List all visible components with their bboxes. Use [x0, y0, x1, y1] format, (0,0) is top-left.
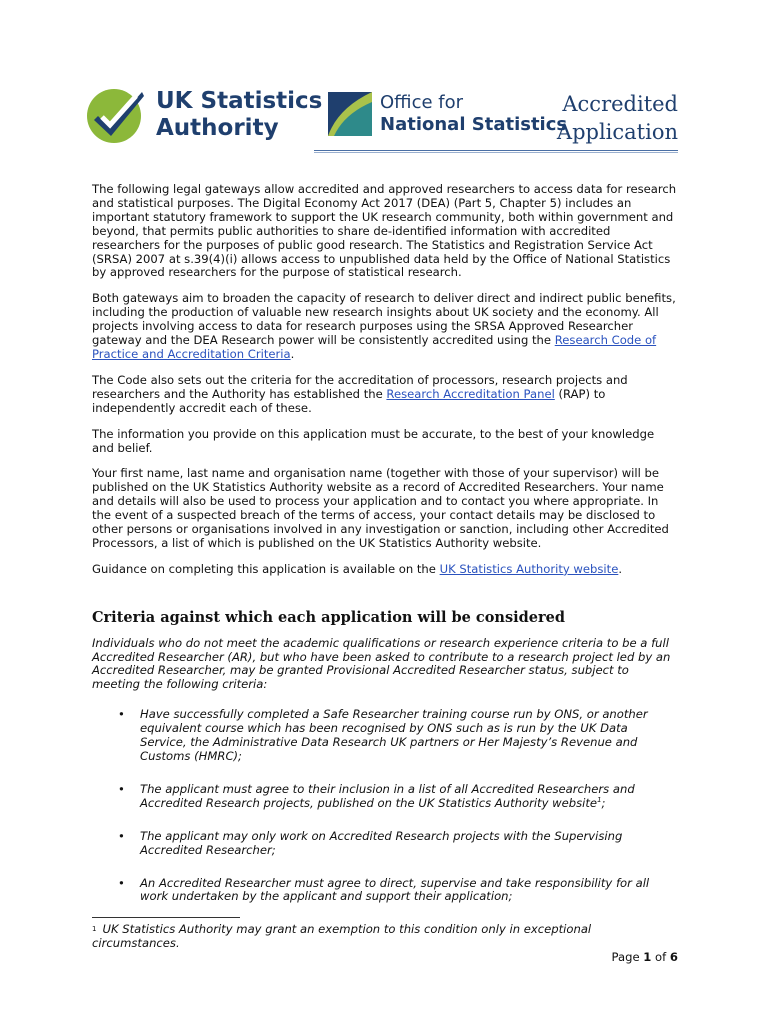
- criteria-item-text: The applicant must agree to their inclusion in a list of all Accredited Researchers and Accredited Research projects, published on the UK Statistics Authority website: [140, 781, 635, 810]
- ons-line2-text: National Statistics: [380, 114, 568, 135]
- criteria-item-text: The applicant may only work on Accredited Research projects with the Supervising Accredited Researcher;: [140, 828, 623, 857]
- uksa-line1: UK Statistics: [156, 88, 323, 114]
- page-current: 1: [643, 950, 652, 964]
- paragraph-code-criteria: [92, 374, 677, 416]
- document-title: [552, 90, 678, 146]
- p6-end: .: [618, 561, 623, 576]
- document-header: [0, 0, 770, 160]
- p2-text: Both gateways aim to broaden the capacity of research to deliver direct and indirect public benefits, including the production of valuable new research insights about UK society and the economy. All projects involving access to data for research purposes using the SRSA Approved Researcher gateway and the DEA Research power will be consistently accredited using the: [92, 291, 676, 348]
- criteria-item: [92, 830, 677, 858]
- title-line1: Accredited: [562, 92, 678, 116]
- uksa-logo: [84, 84, 323, 150]
- p3-end: (RAP) to independently accredit each of these.: [92, 386, 606, 415]
- p2-end: .: [290, 346, 295, 361]
- ons-emblem-icon: [328, 92, 372, 136]
- research-code-link[interactable]: Research Code of Practice and Accreditation Criteria: [92, 333, 657, 361]
- ons-line2: [380, 114, 567, 136]
- title-rule-secondary: [314, 152, 678, 153]
- p6-text: Guidance on completing this application is available on the: [92, 561, 440, 576]
- uksa-line2: Authority: [156, 115, 279, 141]
- bullet-icon: •: [118, 875, 125, 890]
- criteria-item-text: Have successfully completed a Safe Researcher training course run by ONS, or another equivalent course which has been recognised by ONS such as is run by the UK Data Service, the Administrative Data Research UK partners or Her Majesty’s Revenue and Customs (HMRC);: [140, 707, 648, 763]
- criteria-list: [92, 708, 677, 904]
- bullet-icon: •: [118, 781, 125, 796]
- uksa-website-link[interactable]: UK Statistics Authority website: [439, 561, 619, 576]
- criteria-item: [92, 783, 677, 811]
- title-rule: [314, 150, 678, 151]
- footnote-number: 1: [92, 925, 97, 933]
- bullet-icon: •: [118, 707, 125, 722]
- paragraph-legal-gateways: The following legal gateways allow accredited and approved researchers to access data for research and statistical purposes. The Digital Economy Act 2017 (DEA) (Part 5, Chapter 5) includes an important statutory framework to support the UK research community, both within government and beyond, that permits public authorities to share de-identified information with accredited researchers for the purposes of public good research. The Statistics and Registration Service Act (SRSA) 2007 at s.39(4)(i) allows access to unpublished data held by the Office of National Statistics by approved researchers for the purpose of statistical research.: [92, 182, 677, 280]
- page-number: [612, 950, 678, 964]
- title-line2: Application: [556, 120, 678, 144]
- uksa-emblem-icon: [84, 84, 148, 144]
- bullet-icon: •: [118, 828, 125, 843]
- footnote-ref: 1: [597, 795, 602, 804]
- research-accreditation-panel-link[interactable]: Research Accreditation Panel: [386, 386, 555, 401]
- p3-text: The Code also sets out the criteria for the accreditation of processors, research projects and researchers and the Authority has established the: [92, 372, 628, 401]
- paragraph-guidance: [92, 563, 677, 577]
- footnote: [92, 922, 677, 950]
- criteria-item-end: ;: [601, 795, 606, 810]
- page-total: 6: [669, 950, 678, 964]
- footnote-separator: [92, 917, 240, 918]
- document-body: [92, 183, 677, 923]
- criteria-heading: Criteria against which each application will be considered: [92, 608, 566, 626]
- uksa-logo-text: [156, 88, 322, 142]
- paragraph-privacy: Your first name, last name and organisation name (together with those of your supervisor) will be published on the UK Statistics Authority website as a record of Accredited Researchers. Your name and details will also be used to process your application and to contact you where appropriate. In the event of a suspected breach of the terms of access, your contact details may be disclosed to other persons or organisations involved in any investigation or sanction, including other Accredited Processors, a list of which is published on the UK Statistics Authority website.: [92, 466, 669, 550]
- footnote-text: UK Statistics Authority may grant an exemption to this condition only in exceptional circumstances.: [92, 922, 592, 950]
- criteria-item-text: An Accredited Researcher must agree to direct, supervise and take responsibility for all work undertaken by the applicant and support their application;: [140, 875, 650, 904]
- ons-logo-text: [380, 92, 567, 136]
- paragraph-accuracy: The information you provide on this application must be accurate, to the best of your knowledge and belief.: [92, 426, 655, 455]
- ons-logo: [328, 92, 568, 138]
- page-of: of: [655, 950, 667, 964]
- paragraph-both-gateways: [92, 292, 677, 362]
- criteria-item: [92, 708, 677, 764]
- ons-line1: Office for: [380, 92, 464, 113]
- page-label: Page: [611, 950, 640, 964]
- criteria-item: [92, 877, 677, 905]
- criteria-intro: Individuals who do not meet the academic qualifications or research experience criteria to be a full Accredited Researcher (AR), but who have been asked to contribute to a research project led by an Accredited Researcher, may be granted Provisional Accredited Researcher status, subject to meeting the following criteria:: [92, 635, 671, 692]
